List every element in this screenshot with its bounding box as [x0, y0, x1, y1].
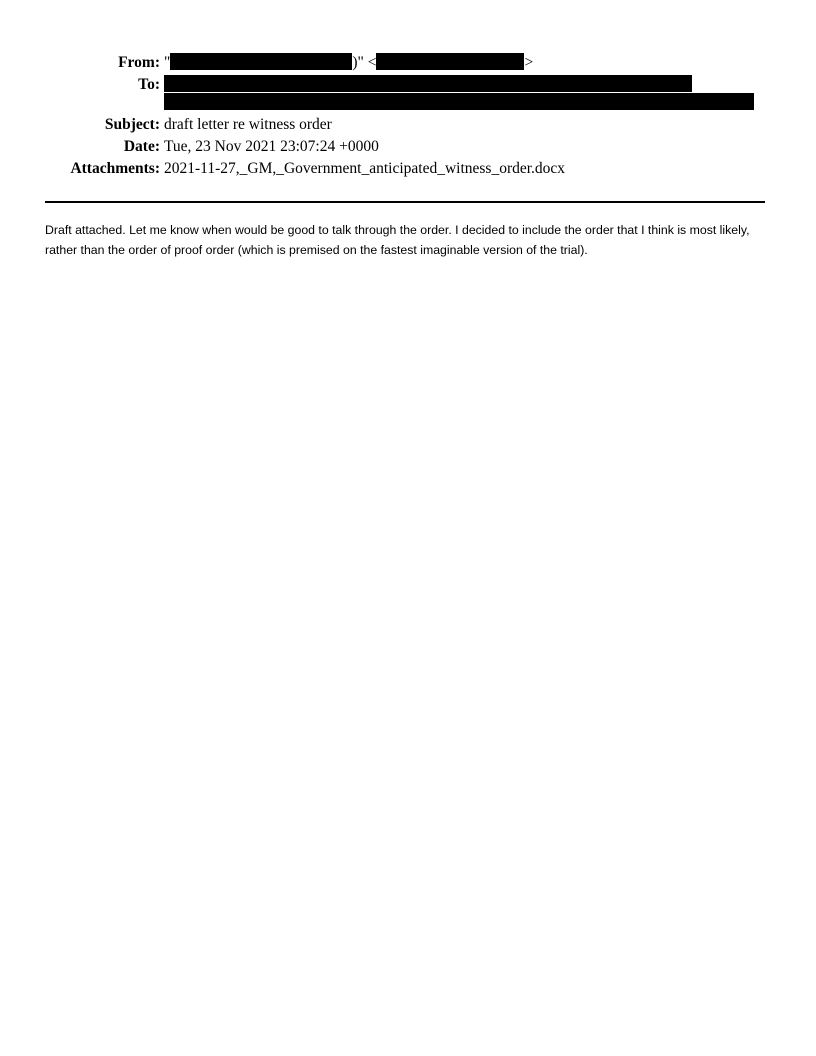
header-divider	[45, 201, 765, 203]
from-value	[164, 53, 533, 73]
date-label: Date:	[123, 138, 160, 155]
from-end: >	[524, 54, 534, 71]
to-label: To:	[138, 76, 160, 93]
redaction-block	[164, 93, 754, 110]
to-value-continued	[164, 93, 754, 113]
email-header	[0, 0, 816, 200]
attachments-label: Attachments:	[70, 160, 160, 177]
email-body: Draft attached. Let me know when would be good to talk through the order. I decided to include the order that I think is most likely, rather than the order of proof order (which is premised on the fastest imaginable version of the trial).	[45, 223, 750, 257]
subject-label: Subject:	[104, 116, 160, 133]
date-value: Tue, 23 Nov 2021 23:07:24 +0000	[164, 138, 379, 155]
from-open-quote: "	[164, 54, 171, 71]
to-value	[164, 75, 692, 95]
redaction-block	[164, 75, 692, 92]
from-label: From:	[118, 54, 160, 71]
from-close: )" <	[352, 54, 377, 71]
redaction-block	[170, 53, 352, 70]
subject-value: draft letter re witness order	[164, 116, 332, 133]
attachment-filename: 2021-11-27,_GM,_Government_anticipated_witness_order.docx	[164, 160, 566, 177]
redaction-block	[376, 53, 524, 70]
